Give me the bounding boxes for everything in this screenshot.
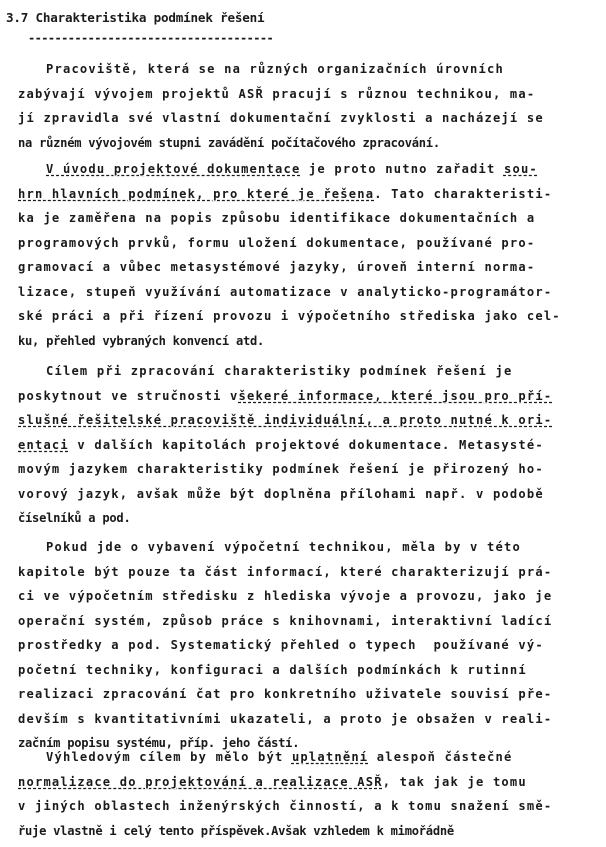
text-line bbox=[18, 799, 552, 813]
text-segment: Pokud jde o vybavení výpočetní technikou, měla by v této bbox=[46, 540, 521, 554]
text-segment: prostředky a pod. Systematický přehled o typech používané vý- bbox=[18, 638, 544, 652]
text-line bbox=[46, 62, 504, 76]
text-segment: poskytnout ve stručnosti v bbox=[18, 388, 239, 403]
text-segment: zabývají vývojem projektů ASŘ pracují s různou technikou, ma- bbox=[18, 86, 536, 101]
underlined-text: V úvodu projektové dokumentace bbox=[46, 162, 301, 176]
text-line bbox=[18, 187, 552, 201]
text-line bbox=[18, 589, 552, 603]
text-segment: Cílem při zpracování charakteristiky podmínek řešení je bbox=[46, 364, 513, 378]
text-line bbox=[18, 565, 552, 579]
text-segment: ci ve výpočetním středisku z hlediska vývoje a provozu, jako je bbox=[18, 589, 553, 603]
text-segment: gramovací a vůbec metasystémové jazyky, úroveň interní norma- bbox=[18, 260, 536, 274]
text-line bbox=[18, 487, 544, 501]
underlined-text: uplatnění bbox=[291, 750, 369, 764]
text-segment: je proto nutno zařadit bbox=[300, 162, 504, 176]
text-line bbox=[18, 687, 552, 701]
text-segment: realizaci zpracování čat pro konkretního uživatele souvisí pře- bbox=[18, 687, 553, 701]
text-line bbox=[18, 136, 440, 150]
text-segment: ka je zaměřena na popis způsobu identifikace dokumentačních a bbox=[18, 211, 536, 225]
text-line bbox=[18, 614, 552, 628]
text-segment: Pracoviště, která se na různých organizačních úrovních bbox=[46, 62, 504, 76]
text-line bbox=[18, 438, 544, 452]
text-line bbox=[46, 540, 521, 554]
heading-underline: ------------------------------------- bbox=[28, 31, 274, 45]
text-segment: Výhledovým cílem by mělo být bbox=[46, 750, 292, 764]
text-segment: movým jazykem charakteristiky podmínek řešení je přirozený ho- bbox=[18, 462, 544, 476]
text-line bbox=[18, 334, 264, 348]
text-segment: číselníků a pod. bbox=[18, 511, 131, 525]
text-line bbox=[18, 111, 544, 125]
text-line bbox=[18, 663, 527, 677]
text-line bbox=[18, 824, 454, 838]
text-segment: začním popisu systému, příp. jeho částí. bbox=[18, 736, 300, 750]
text-line bbox=[46, 750, 512, 764]
text-line bbox=[18, 736, 299, 750]
underlined-text: sou- bbox=[503, 162, 538, 176]
text-segment: kapitole být pouze ta část informací, které charakterizují prá- bbox=[18, 564, 553, 579]
underlined-text: slušné řešitelské pracoviště individuální, a proto nutné k ori- bbox=[18, 413, 553, 427]
text-line bbox=[18, 236, 535, 250]
text-segment: na různém vývojovém stupni zavádění počítačového zpracování. bbox=[18, 135, 440, 150]
text-line bbox=[18, 211, 535, 225]
text-line bbox=[18, 413, 552, 427]
text-segment: lizace, stupeň využívání automatizace v analyticko-programátor- bbox=[18, 284, 553, 299]
text-line bbox=[18, 309, 561, 323]
text-segment: , tak jak je tomu bbox=[382, 774, 527, 789]
text-segment: . Tato charakteristi- bbox=[374, 186, 553, 201]
text-line bbox=[18, 389, 552, 403]
text-line bbox=[18, 712, 552, 726]
text-segment: programových prvků, formu uložení dokumentace, používané pro- bbox=[18, 235, 536, 250]
text-segment: operační systém, způsob práce s knihovnami, interaktivní ladící bbox=[18, 613, 553, 628]
text-line bbox=[18, 775, 527, 789]
section-heading: 3.7 Charakteristika podmínek řešení bbox=[6, 10, 265, 25]
text-line bbox=[18, 87, 535, 101]
underlined-text: normalizace do projektování a realizace ASŘ bbox=[18, 774, 383, 789]
text-segment: ské práci a při řízení provozu i výpočetního střediska jako cel- bbox=[18, 309, 561, 323]
text-segment: řuje vlastně i celý tento příspěvek.Avšak vzhledem k mimořádně bbox=[18, 823, 454, 838]
text-line bbox=[46, 364, 512, 378]
text-segment: početní techniky, konfiguraci a dalších podmínkách k rutinní bbox=[18, 662, 527, 677]
underlined-text: hrn hlavních podmínek, pro které je řešena bbox=[18, 186, 375, 201]
text-line bbox=[18, 511, 131, 525]
text-line bbox=[18, 462, 544, 476]
text-segment: jí zpravidla své vlastní dokumentační zvyklosti a nacházejí se bbox=[18, 111, 544, 125]
text-segment: ku, přehled vybraných konvencí atd. bbox=[18, 333, 265, 348]
text-segment: v jiných oblastech inženýrských činností, a k tomu snažení smě- bbox=[18, 799, 553, 813]
underlined-text: entaci bbox=[18, 437, 69, 452]
text-line bbox=[18, 260, 535, 274]
text-segment: devším s kvantitativními ukazateli, a proto je obsažen v reali- bbox=[18, 711, 553, 726]
text-segment: alespoň částečné bbox=[368, 750, 513, 764]
text-line bbox=[18, 285, 552, 299]
text-line bbox=[18, 638, 544, 652]
text-segment: vorový jazyk, avšak může být doplněna přílohami např. v podobě bbox=[18, 486, 544, 501]
text-line bbox=[46, 162, 538, 176]
text-segment: v dalších kapitolách projektové dokumentace. Metasysté- bbox=[68, 437, 544, 452]
underlined-text: šekeré informace, které jsou pro pří- bbox=[238, 388, 553, 403]
